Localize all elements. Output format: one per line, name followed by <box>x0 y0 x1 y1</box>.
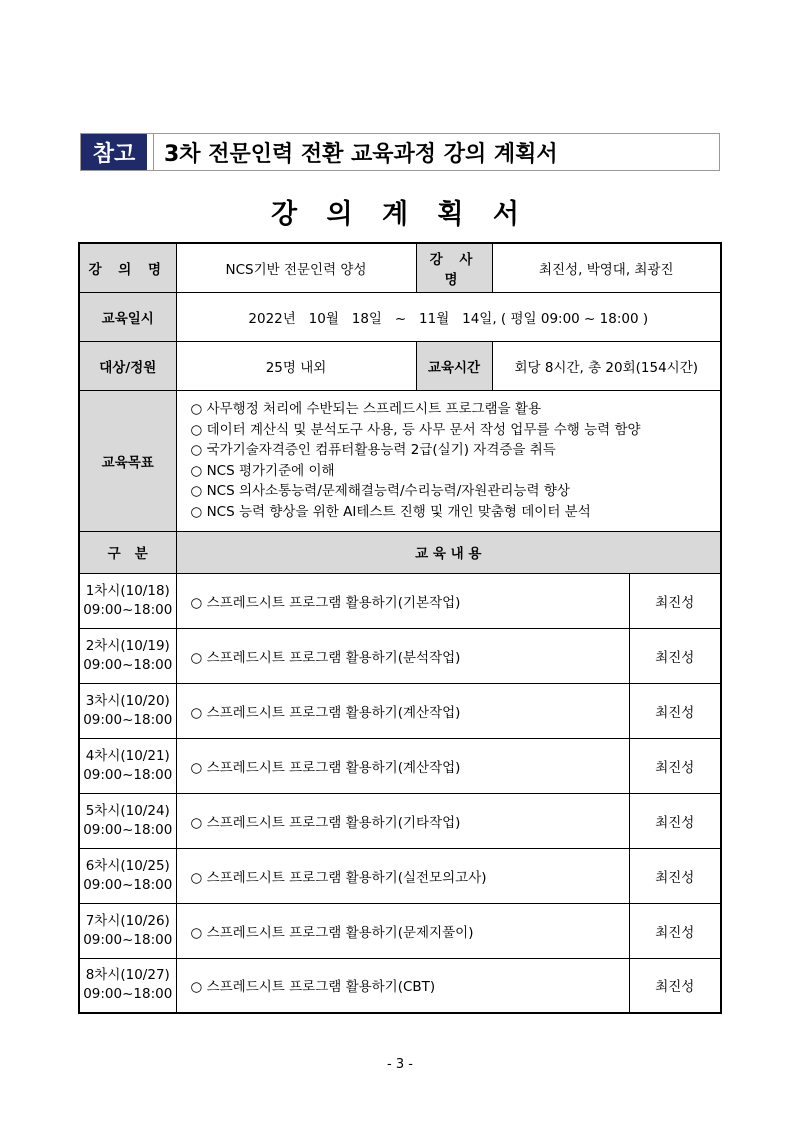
goals-label: 교육목표 <box>79 390 176 531</box>
hours-value: 회당 8시간, 총 20회(154시간) <box>492 341 721 390</box>
session-time: 09:00~18:00 <box>83 601 173 618</box>
goal-item: ○ 국가기술자격증인 컴퓨터활용능력 2급(실기) 자격증을 취득 <box>190 442 556 458</box>
session-number: 5차시(10/24) <box>85 802 170 819</box>
session-time: 09:00~18:00 <box>83 766 173 783</box>
session-time: 09:00~18:00 <box>83 711 173 728</box>
session-instructor: 최진성 <box>629 738 721 793</box>
page-number: - 3 - <box>387 1057 413 1072</box>
session-number: 1차시(10/18) <box>85 582 170 599</box>
session-cell <box>79 738 176 793</box>
instructor-label: 강 사 명 <box>416 243 492 292</box>
session-cell <box>79 793 176 848</box>
session-time: 09:00~18:00 <box>83 821 173 838</box>
target-row <box>79 341 721 390</box>
session-number: 2차시(10/19) <box>85 637 170 654</box>
goal-item: ○ NCS 의사소통능력/문제해결능력/수리능력/자원관리능력 향상 <box>190 483 570 499</box>
session-cell <box>79 628 176 683</box>
section-title: 3차 전문인력 전환 교육과정 강의 계획서 <box>153 134 719 170</box>
lecture-plan-table <box>78 242 722 1014</box>
session-content: ○ 스프레드시트 프로그램 활용하기(문제지풀이) <box>176 903 629 958</box>
goal-item: ○ 데이터 계산식 및 분석도구 사용, 등 사무 문서 작성 업무를 수행 능력 함양 <box>190 421 641 438</box>
session-content: ○ 스프레드시트 프로그램 활용하기(기타작업) <box>176 793 629 848</box>
session-instructor: 최진성 <box>629 958 721 1013</box>
session-instructor: 최진성 <box>629 848 721 903</box>
table-row <box>79 958 721 1013</box>
table-row <box>79 573 721 628</box>
date-row <box>79 292 721 341</box>
session-number: 6차시(10/25) <box>85 857 170 874</box>
session-cell <box>79 683 176 738</box>
session-content: ○ 스프레드시트 프로그램 활용하기(계산작업) <box>176 683 629 738</box>
date-label: 교육일시 <box>79 292 176 341</box>
session-time: 09:00~18:00 <box>83 931 173 948</box>
table-row <box>79 683 721 738</box>
session-instructor: 최진성 <box>629 903 721 958</box>
session-instructor: 최진성 <box>629 793 721 848</box>
session-time: 09:00~18:00 <box>83 876 173 893</box>
table-row <box>79 738 721 793</box>
instructor-value: 최진성, 박영대, 최광진 <box>492 243 721 292</box>
goal-item: ○ NCS 능력 향상을 위한 AI테스트 진행 및 개인 맞춤형 데이터 분석 <box>190 503 591 520</box>
goal-item: ○ 사무행정 처리에 수반되는 스프레드시트 프로그램을 활용 <box>190 401 542 417</box>
session-content: ○ 스프레드시트 프로그램 활용하기(CBT) <box>176 958 629 1013</box>
session-content: ○ 스프레드시트 프로그램 활용하기(계산작업) <box>176 738 629 793</box>
section-header <box>80 133 720 171</box>
session-cell <box>79 958 176 1013</box>
session-content: ○ 스프레드시트 프로그램 활용하기(실전모의고사) <box>176 848 629 903</box>
course-row <box>79 243 721 292</box>
goals-list <box>176 390 721 531</box>
course-label: 강 의 명 <box>79 243 176 292</box>
session-cell <box>79 573 176 628</box>
session-number: 7차시(10/26) <box>85 912 170 929</box>
session-instructor: 최진성 <box>629 683 721 738</box>
session-number: 8차시(10/27) <box>85 967 170 984</box>
target-value: 25명 내외 <box>176 341 416 390</box>
schedule-header-row <box>79 531 721 573</box>
document-title: 강 의 계 획 서 <box>270 199 529 230</box>
session-number: 3차시(10/20) <box>85 692 170 709</box>
hours-label: 교육시간 <box>416 341 492 390</box>
table-row <box>79 903 721 958</box>
session-time: 09:00~18:00 <box>83 986 173 1003</box>
table-row <box>79 793 721 848</box>
session-time: 09:00~18:00 <box>83 656 173 673</box>
session-instructor: 최진성 <box>629 573 721 628</box>
content-column-header: 교 육 내 용 <box>176 531 721 573</box>
session-column-header: 구 분 <box>79 531 176 573</box>
table-row <box>79 628 721 683</box>
table-row <box>79 848 721 903</box>
session-number: 4차시(10/21) <box>85 747 170 764</box>
target-label: 대상/정원 <box>79 341 176 390</box>
course-value: NCS기반 전문인력 양성 <box>176 243 416 292</box>
goals-row <box>79 390 721 531</box>
session-instructor: 최진성 <box>629 628 721 683</box>
goal-item: ○ NCS 평가기준에 이해 <box>190 462 335 479</box>
reference-tag: 참고 <box>81 134 147 170</box>
date-value: 2022년 10월 18일 ~ 11월 14일, ( 평일 09:00 ~ 18:00 ) <box>176 292 721 341</box>
session-cell <box>79 848 176 903</box>
session-content: ○ 스프레드시트 프로그램 활용하기(기본작업) <box>176 573 629 628</box>
session-cell <box>79 903 176 958</box>
session-content: ○ 스프레드시트 프로그램 활용하기(분석작업) <box>176 628 629 683</box>
